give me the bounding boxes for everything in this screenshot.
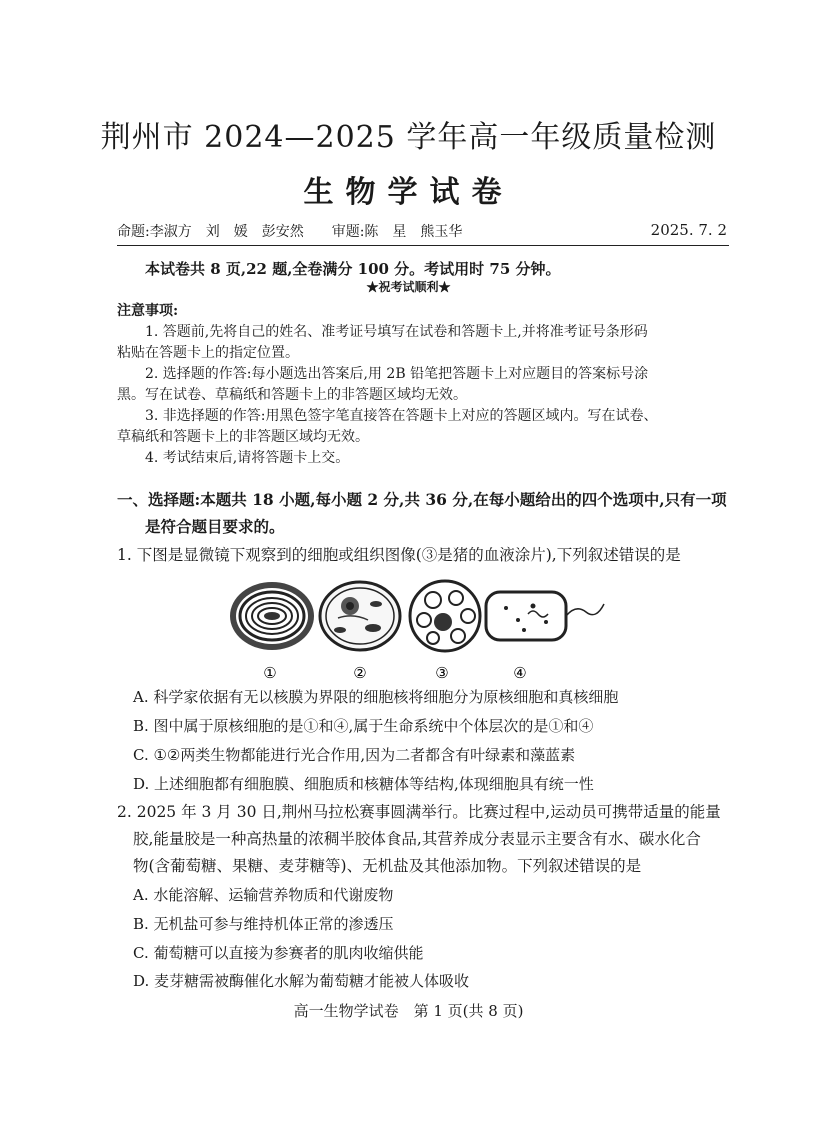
page-footer: 高一生物学试卷 第 1 页(共 8 页) [293,1002,524,1020]
notice-line: 3. 非选择题的作答:用黑色签字笔直接答在答题卡上对应的答题区域内。写在试卷、 [145,408,658,424]
section-heading: 一、选择题:本题共 18 小题,每小题 2 分,共 36 分,在每小题给出的四个选项中,只有一项 [117,490,727,509]
notice-line: 黑。写在试卷、草稿纸和答题卡上的非答题区域均无效。 [117,387,467,403]
header-divider [117,245,729,246]
question-2-stem-cont: 物(含葡萄糖、果糖、麦芽糖等)、无机盐及其他添加物。下列叙述错误的是 [133,857,642,875]
question-1-stem: 1. 下图是显微镜下观察到的细胞或组织图像(③是猪的血液涂片),下列叙述错误的是 [117,546,681,564]
q1-option-a: A. 科学家依据有无以核膜为界限的细胞核将细胞分为原核细胞和真核细胞 [133,688,619,706]
q2-option-d: D. 麦芽糖需被酶催化水解为葡萄糖才能被人体吸收 [133,972,470,990]
micrograph-4 [486,592,604,640]
notice-line: 粘贴在答题卡上的指定位置。 [117,345,299,361]
figure-label-2: ② [353,664,367,682]
micrograph-3 [410,581,480,651]
exam-title: 荆州市 2024—2025 学年高一年级质量检测 [100,120,717,155]
figure-label-3: ③ [435,664,449,682]
author-line: 命题:李淑方 刘 媛 彭安然 审题:陈 星 熊玉华 [117,224,463,240]
notice-line: 2. 选择题的作答:每小题选出答案后,用 2B 铅笔把答题卡上对应题目的答案标号涂 [145,366,649,382]
q2-option-b: B. 无机盐可参与维持机体正常的渗透压 [133,915,394,933]
figure-label-4: ④ [513,664,527,682]
cell-micrograph-figure [228,578,608,688]
exam-subject: 生物学试卷 [303,175,514,210]
question-2-stem: 2. 2025 年 3 月 30 日,荆州马拉松赛事圆满举行。比赛过程中,运动员可携带适量的能量 [117,803,721,821]
q1-option-c: C. ①②两类生物都能进行光合作用,因为二者都含有叶绿素和藻蓝素 [133,746,576,764]
question-2-stem-cont: 胶,能量胶是一种高热量的浓稠半胶体食品,其营养成分表显示主要含有水、碳水化合 [133,830,701,848]
notice-line: 4. 考试结束后,请将答题卡上交。 [145,450,350,466]
good-luck-line: ★祝考试顺利★ [366,280,451,294]
section-heading-cont: 是符合题目要求的。 [145,517,285,536]
q2-option-a: A. 水能溶解、运输营养物质和代谢废物 [133,886,394,904]
notice-line: 草稿纸和答题卡上的非答题区域均无效。 [117,429,369,445]
micrograph-1 [230,582,314,650]
exam-intro: 本试卷共 8 页,22 题,全卷满分 100 分。考试用时 75 分钟。 [145,260,561,278]
exam-date: 2025. 7. 2 [650,221,727,239]
q1-option-d: D. 上述细胞都有细胞膜、细胞质和核糖体等结构,体现细胞具有统一性 [133,775,594,793]
micrograph-2 [320,582,400,650]
figure-label-1: ① [263,664,277,682]
notice-heading: 注意事项: [117,303,179,319]
notice-line: 1. 答题前,先将自己的姓名、准考证号填写在试卷和答题卡上,并将准考证号条形码 [145,324,648,340]
q1-option-b: B. 图中属于原核细胞的是①和④,属于生命系统中个体层次的是①和④ [133,717,594,735]
q2-option-c: C. 葡萄糖可以直接为参赛者的肌肉收缩供能 [133,944,424,962]
